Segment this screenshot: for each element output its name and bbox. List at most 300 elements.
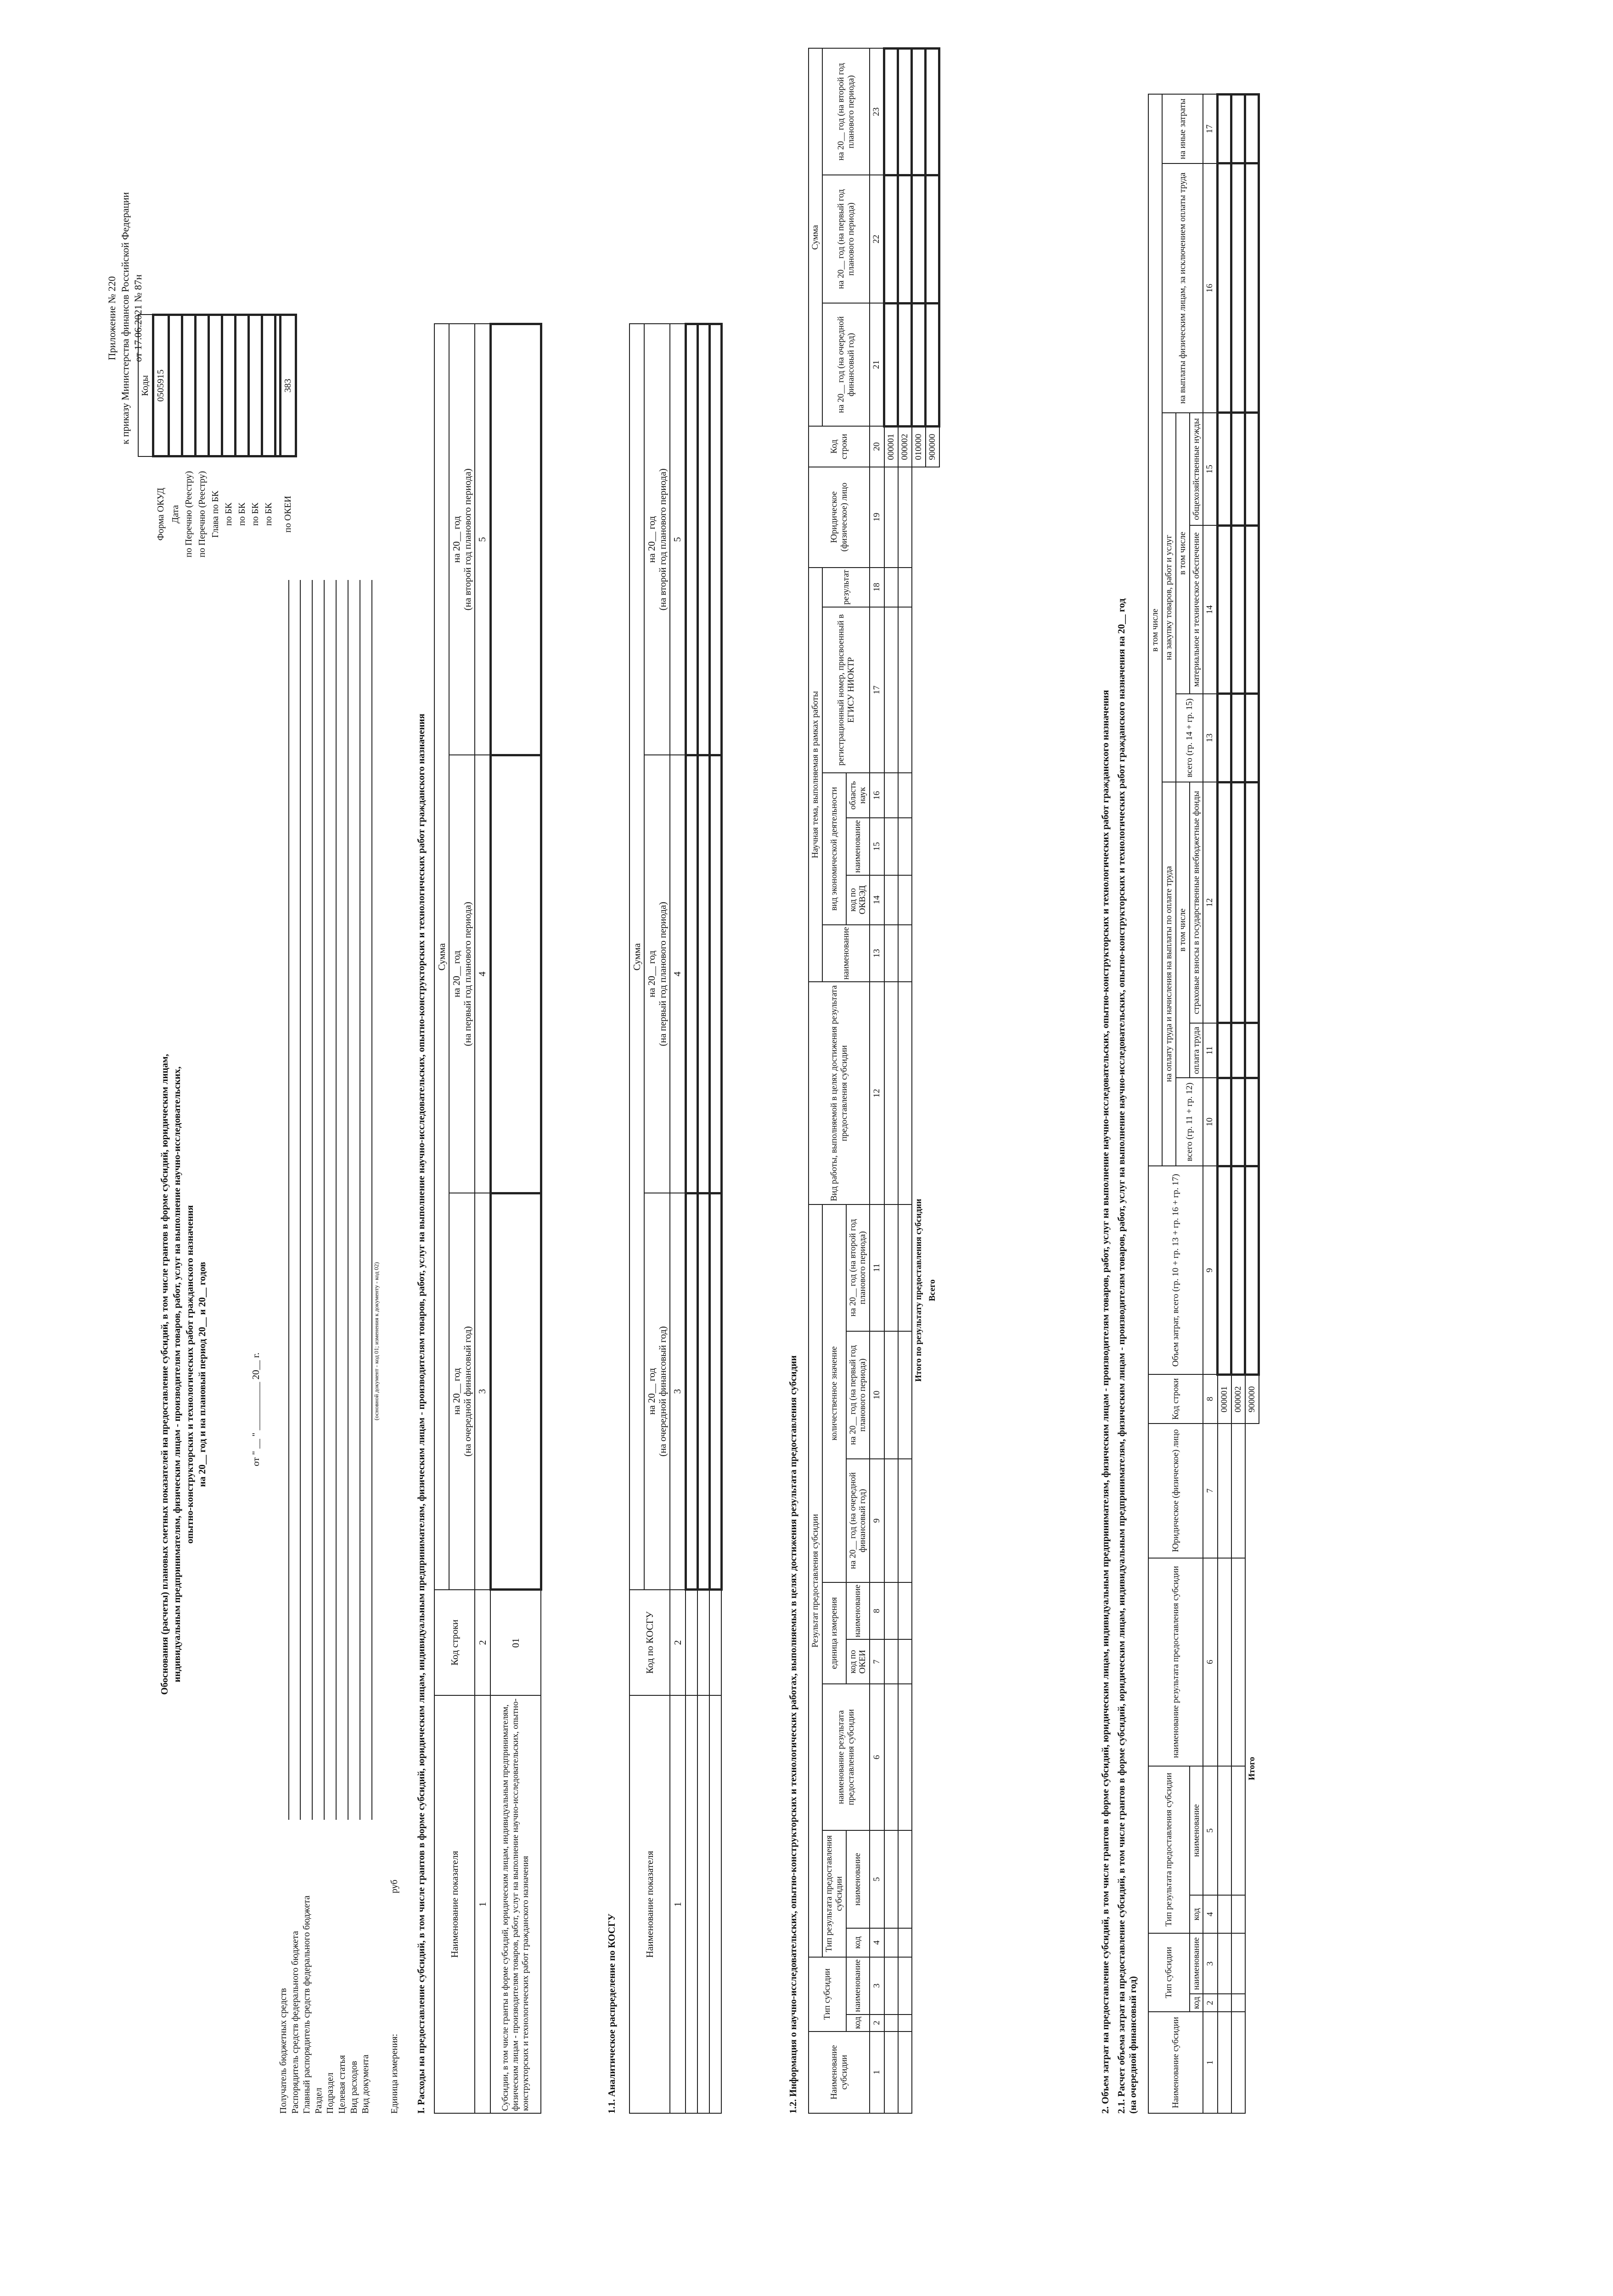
table-cell[interactable] <box>1231 782 1245 1023</box>
col-header: Наименование субсидии <box>809 2032 870 2113</box>
col-num: 12 <box>1203 782 1217 1023</box>
table-cell[interactable] <box>884 1331 898 1459</box>
doc-type-note: (основной документ - код 01; изменения к документу - код 02) <box>373 1262 380 1420</box>
code-value: 0505915 <box>153 315 169 457</box>
table-cell[interactable] <box>884 467 898 568</box>
col-header: наименование <box>1190 1766 1203 1895</box>
appendix-line-2: к приказу Министерства финансов Российской Федерации <box>119 192 131 445</box>
col-header: наименование <box>846 1957 870 2015</box>
col-header: страховые взносы в государственные внебюджетные фонды <box>1190 782 1203 1023</box>
table-cell[interactable] <box>912 49 926 175</box>
col-num: 16 <box>870 773 884 818</box>
table-cell[interactable] <box>1231 1558 1245 1766</box>
table-cell[interactable] <box>697 1695 709 2113</box>
date-line: от " __ " __________ 20__ г. <box>250 1352 261 1466</box>
col-num: 8 <box>1203 1374 1217 1423</box>
table-cell[interactable] <box>898 2032 912 2113</box>
table-cell[interactable] <box>926 49 939 175</box>
table-cell[interactable] <box>1231 95 1245 163</box>
col-num: 6 <box>1203 1558 1217 1766</box>
col-num: 17 <box>1203 95 1217 163</box>
col-header: код <box>1190 1994 1203 2012</box>
total-label: Всего <box>927 1279 937 1301</box>
table-cell: 01 <box>490 1590 541 1695</box>
col-header: количественное значение <box>822 1204 846 1582</box>
fill-line <box>324 580 325 1820</box>
col-num: 3 <box>1203 1933 1217 1994</box>
table-cell[interactable] <box>1218 1078 1231 1166</box>
table-cell[interactable] <box>884 1684 898 1830</box>
table-cell[interactable] <box>898 1582 912 1640</box>
code-value <box>209 315 222 457</box>
table-cell[interactable] <box>490 324 541 755</box>
col-header: код <box>846 1928 870 1957</box>
table-cell[interactable] <box>1231 1895 1245 1933</box>
section2-title: 2. Объем затрат на предоставление субсидий, в том числе грантов в форме субсидий, юридическим лицам, индивидуальным предпринимателям, физическим лицам - производителям товаров, работ, услуг на выполнение научно-исследовательских, опытно-конструкторских и технологических работ гражданского назначения <box>1100 690 1111 2114</box>
col-header: Наименование показателя <box>434 1695 475 2113</box>
table-cell[interactable] <box>490 1193 541 1590</box>
table-cell[interactable] <box>898 925 912 982</box>
row-code: 000002 <box>1231 1374 1245 1423</box>
table-cell[interactable] <box>1218 525 1231 693</box>
col-header: Объем затрат, всего (гр. 10 + гр. 13 + гр. 16 + гр. 17) <box>1148 1166 1203 1374</box>
code-label: по ОКЕИ <box>283 495 293 533</box>
code-label <box>275 456 281 571</box>
table-cell[interactable] <box>926 175 939 303</box>
col-header: Тип субсидии <box>809 1957 846 2032</box>
col-header: на 20__ год (на первый год планового периода) <box>822 175 870 303</box>
table-cell[interactable] <box>912 175 926 303</box>
table-cell[interactable] <box>1218 1994 1231 2012</box>
fill-line <box>336 580 337 1820</box>
table-cell[interactable] <box>898 1830 912 1928</box>
col-header: наименование результата предоставления субсидии <box>1148 1558 1203 1766</box>
col-num: 9 <box>1203 1166 1217 1374</box>
col-header: Юридическое (физическое) лицо <box>809 467 870 568</box>
table-cell[interactable] <box>1218 1933 1231 1994</box>
table-cell[interactable] <box>697 324 709 755</box>
table-cell[interactable] <box>884 175 898 303</box>
table-cell[interactable] <box>884 2032 898 2113</box>
col-header: Сумма <box>629 324 644 1590</box>
col-num: 18 <box>870 568 884 607</box>
col-num: 1 <box>670 1695 686 2113</box>
table-cell[interactable] <box>1245 1023 1259 1078</box>
col-header: на выплаты физическим лицам, за исключением оплаты труда <box>1162 163 1203 413</box>
table-cell[interactable] <box>709 755 721 1193</box>
col-header: код по ОКЕИ <box>846 1640 870 1684</box>
table-cell[interactable] <box>1231 1166 1245 1374</box>
col-header: всего (гр. 14 + гр. 15) <box>1176 694 1203 782</box>
col-num: 8 <box>870 1582 884 1640</box>
table-cell[interactable] <box>1231 1994 1245 2012</box>
total-result-label: Итого по результату предоставления субсидии <box>912 467 926 2113</box>
table-cell[interactable] <box>884 875 898 925</box>
col-header: в том числе <box>1176 413 1190 694</box>
table-cell: Субсидии, в том числе гранты в форме субсидий, юридическим лицам, индивидуальным предпринимателям, физическим лицам - производителям товаров, работ, услуг на выполнение научно-исследовательских, опытно-конструкторских и технологических работ гражданского назначения <box>490 1695 541 2113</box>
col-num: 2 <box>475 1590 490 1695</box>
row-code: 900000 <box>1245 1374 1259 1423</box>
col-header: Результат предоставления субсидии <box>809 1204 822 1957</box>
code-value <box>236 315 249 457</box>
code-value: 383 <box>281 315 296 457</box>
year-sub: (на первый год планового периода) <box>657 901 669 1047</box>
year-label: на 20__ год <box>451 1368 462 1415</box>
appendix-line-3: от 17.06.2021 № 87н <box>132 274 144 362</box>
code-value <box>169 315 182 457</box>
col-header-year <box>449 1193 475 1590</box>
table-cell[interactable] <box>898 875 912 925</box>
col-num: 10 <box>870 1331 884 1459</box>
col-header: наименование результата предоставления субсидии <box>822 1684 870 1830</box>
col-header: Код строки <box>434 1590 475 1695</box>
table-cell[interactable] <box>898 1957 912 2015</box>
table-cell[interactable] <box>884 773 898 818</box>
table-cell[interactable] <box>1231 2012 1245 2113</box>
col-header: Научная тема, выполняемая в рамках работы <box>809 568 822 982</box>
units-label: Единица измерения: <box>389 2034 399 2114</box>
table-cell[interactable] <box>884 303 898 426</box>
year-label: на 20__ год <box>451 516 462 563</box>
title-line-4: на 20__ год и на плановый период 20__ и 20__ годов <box>196 1261 208 1487</box>
code-label: по БК <box>236 502 247 526</box>
table-cell[interactable] <box>1231 1023 1245 1078</box>
appendix-line-1: Приложение № 220 <box>106 276 118 360</box>
title-line-1: Обоснования (расчеты) плановых сметных показателей на предоставление субсидий, в том числе грантов в форме субсидий, юридическим лицам, <box>159 1054 170 1695</box>
table-cell[interactable] <box>1218 1166 1231 1374</box>
section2-subtitle-line-2: (на очередной финансовый год) <box>1127 1976 1138 2114</box>
col-num: 4 <box>670 755 686 1193</box>
table-cell[interactable] <box>1231 413 1245 525</box>
col-header: на 20__ год (на очередной финансовый год) <box>822 303 870 426</box>
row-code: 010000 <box>912 426 926 467</box>
code-value <box>196 315 209 457</box>
table-cell[interactable] <box>1231 1424 1245 1558</box>
table-cell[interactable] <box>697 755 709 1193</box>
table-cell[interactable] <box>1218 1424 1231 1558</box>
title-line-2: индивидуальным предпринимателям, физическим лицам - производителям товаров, работ, услуг на выполнение научно-исследовательских, <box>171 1066 183 1683</box>
table-cell[interactable] <box>1245 163 1259 413</box>
table-cell[interactable] <box>1245 1166 1259 1374</box>
table-cell[interactable] <box>884 818 898 875</box>
table-cell[interactable] <box>709 1695 721 2113</box>
col-num: 4 <box>1203 1895 1217 1933</box>
code-label: по БК <box>250 502 260 526</box>
code-value <box>275 315 281 457</box>
header-labels <box>278 1746 372 2114</box>
col-num: 11 <box>1203 1023 1217 1078</box>
table-cell[interactable] <box>1218 163 1231 413</box>
col-num: 2 <box>870 2015 884 2032</box>
table-cell[interactable] <box>1218 2012 1231 2113</box>
col-header: код по ОКВЭД <box>846 875 870 925</box>
units-value: руб <box>389 1880 399 1893</box>
table-cell[interactable] <box>884 1957 898 2015</box>
col-num: 7 <box>870 1640 884 1684</box>
col-num: 5 <box>870 1830 884 1928</box>
table-cell[interactable] <box>898 467 912 568</box>
section11-title: 1.1. Аналитическое распределение по КОСГУ <box>606 1913 617 2114</box>
header-label-target-article: Целевая статья <box>337 2055 347 2114</box>
table-cell[interactable] <box>884 1582 898 1640</box>
col-num: 20 <box>870 426 884 467</box>
row-code: 000001 <box>884 426 898 467</box>
col-num: 3 <box>870 1957 884 2015</box>
table-cell[interactable] <box>1218 1895 1231 1933</box>
col-header: Наименование субсидии <box>1148 2012 1203 2113</box>
col-header: на иные затраты <box>1162 95 1203 163</box>
year-sub: (на очередной финансовый год) <box>657 1326 669 1457</box>
table-cell[interactable] <box>686 1590 697 1695</box>
col-num: 9 <box>870 1459 884 1582</box>
table-cell[interactable] <box>898 303 912 426</box>
year-sub: (на очередной финансовый год) <box>462 1326 473 1457</box>
col-header-year <box>644 755 670 1193</box>
col-num: 13 <box>1203 694 1217 782</box>
table-cell[interactable] <box>926 303 939 426</box>
table-cell[interactable] <box>884 1459 898 1582</box>
code-label: Форма ОКУД <box>156 488 166 541</box>
table-cell[interactable] <box>1218 95 1231 163</box>
table-cell[interactable] <box>1231 694 1245 782</box>
fill-line <box>312 580 313 1820</box>
year-label: на 20__ год <box>646 516 658 563</box>
col-header: Юридическое (физическое) лицо <box>1148 1424 1203 1558</box>
table-cell[interactable] <box>1218 1558 1231 1766</box>
col-header: единица измерения <box>822 1582 846 1684</box>
fill-line <box>288 580 289 1820</box>
header-label-subsection: Подраздел <box>325 2072 336 2114</box>
col-header: результат <box>822 568 870 607</box>
table-cell[interactable] <box>1231 1078 1245 1166</box>
table-cell[interactable] <box>898 1928 912 1957</box>
col-header: общехозяйственные нужды <box>1190 413 1203 525</box>
col-header-year <box>644 1193 670 1590</box>
col-header: Сумма <box>434 324 449 1590</box>
code-value <box>262 315 275 457</box>
col-num: 14 <box>870 875 884 925</box>
col-header: Код по КОСГУ <box>629 1590 670 1695</box>
section2-subtitle <box>1116 47 1139 2114</box>
table-cell[interactable] <box>1218 782 1231 1023</box>
table-cell[interactable] <box>884 49 898 175</box>
col-header: наименование <box>1190 1933 1203 1994</box>
col-header: наименование <box>846 1582 870 1640</box>
col-header: в том числе <box>1176 782 1190 1078</box>
table-cell[interactable] <box>898 1204 912 1331</box>
col-header: на 20__ год (на очередной финансовый год) <box>846 1459 870 1582</box>
table-cell[interactable] <box>1245 413 1259 525</box>
section12-table <box>808 47 940 2114</box>
section1-table <box>434 323 542 2114</box>
table-cell[interactable] <box>1231 163 1245 413</box>
col-num: 1 <box>475 1695 490 2113</box>
col-header-year <box>449 755 475 1193</box>
table-cell[interactable] <box>697 1193 709 1590</box>
table-cell[interactable] <box>884 925 898 982</box>
col-num: 17 <box>870 607 884 773</box>
col-header: на оплату труда и начисления на выплаты по оплате труда <box>1162 782 1176 1166</box>
col-num: 22 <box>870 175 884 303</box>
table-cell[interactable] <box>884 1830 898 1928</box>
fill-line <box>371 580 372 1820</box>
table-cell[interactable] <box>686 1193 697 1590</box>
col-num: 15 <box>1203 413 1217 525</box>
row-code: 000001 <box>1218 1374 1231 1423</box>
header-label-main-manager: Главный распорядитель средств федерального бюджета <box>302 1896 312 2114</box>
col-num: 5 <box>1203 1766 1217 1895</box>
table-cell[interactable] <box>686 755 697 1193</box>
table-cell[interactable] <box>884 1204 898 1331</box>
header-label-section: Раздел <box>313 2088 324 2114</box>
section12-title: 1.2. Информация о научно-исследовательских, опытно-конструкторских и технологических работах, выполняемых в целях достижения результата предоставления субсидии <box>787 1355 798 2114</box>
header-label-doc-type: Вид документа <box>360 2054 371 2114</box>
codes-header: Коды <box>138 315 153 457</box>
col-header: Тип результата предоставления субсидии <box>822 1830 846 1957</box>
col-num: 5 <box>670 324 686 755</box>
table-cell[interactable] <box>898 818 912 875</box>
table-cell[interactable] <box>1245 95 1259 163</box>
code-value <box>249 315 262 457</box>
col-header: наименование <box>846 818 870 875</box>
col-header: на закупку товаров, работ и услуг <box>1162 413 1176 782</box>
table-cell[interactable] <box>898 175 912 303</box>
code-label: по Перечню (Реестру) <box>197 471 207 557</box>
col-header: код <box>1190 1895 1203 1933</box>
table-cell[interactable] <box>1245 1078 1259 1166</box>
col-header: на 20__ год (на первый год планового периода) <box>846 1331 870 1459</box>
col-header: на 20__ год (на второй год планового периода) <box>822 49 870 175</box>
table-cell[interactable] <box>709 1193 721 1590</box>
table-cell[interactable] <box>884 982 898 1204</box>
col-num: 1 <box>1203 2012 1217 2113</box>
col-num: 12 <box>870 982 884 1204</box>
codes-table <box>138 314 297 571</box>
col-num: 2 <box>670 1590 686 1695</box>
table-cell[interactable] <box>686 324 697 755</box>
table-cell[interactable] <box>898 1640 912 1684</box>
document-title <box>158 800 208 1948</box>
table-cell[interactable] <box>898 49 912 175</box>
col-header: на 20__ год (на второй год планового периода) <box>846 1204 870 1331</box>
col-header: наименование <box>846 1830 870 1928</box>
header-label-expense-type: Вид расходов <box>348 2061 359 2114</box>
col-num: 2 <box>1203 1994 1217 2012</box>
col-header: оплата труда <box>1190 1023 1203 1078</box>
code-label: по Перечню (Реестру) <box>183 471 194 557</box>
table-cell[interactable] <box>1218 413 1231 525</box>
col-header: код <box>846 2015 870 2032</box>
col-header: регистрационный номер, присвоенный в ЕГИСУ НИОКТР <box>822 607 870 773</box>
year-sub: (на второй год планового периода) <box>657 468 669 611</box>
year-label: на 20__ год <box>451 951 462 997</box>
table-cell[interactable] <box>884 2015 898 2032</box>
table-cell[interactable] <box>697 1590 709 1695</box>
table-cell[interactable] <box>490 755 541 1193</box>
col-header: Сумма <box>809 49 822 427</box>
code-label: Дата <box>170 505 180 523</box>
col-header: Тип субсидии <box>1148 1933 1190 2012</box>
table-cell[interactable] <box>709 324 721 755</box>
table-cell[interactable] <box>884 1640 898 1684</box>
code-label: Глава по БК <box>210 490 220 538</box>
table-cell[interactable] <box>898 2015 912 2032</box>
section11-table <box>629 323 723 2114</box>
col-header: Вид работы, выполняемой в целях достижения результата предоставления субсидии <box>809 982 870 1204</box>
table-cell[interactable] <box>898 773 912 818</box>
table-cell[interactable] <box>1231 525 1245 693</box>
year-label: на 20__ год <box>646 951 658 997</box>
section2-subtitle-line: 2.1. Расчет объема затрат на предоставление субсидий, в том числе грантов в форме субсидий, юридическим лицам, индивидуальным предпринимателям, физическим лицам - производителям товаров, работ, услуг на выполнение научно-исследовательских, опытно-конструкторских и технологических работ гражданского назначения на 20__ год <box>1116 598 1127 2114</box>
col-num: 16 <box>1203 163 1217 413</box>
table-cell[interactable] <box>884 607 898 773</box>
col-num: 19 <box>870 467 884 568</box>
fill-line <box>300 580 301 1820</box>
table-cell[interactable] <box>1218 1766 1231 1895</box>
row-code: 900000 <box>926 426 939 467</box>
code-value <box>222 315 236 457</box>
col-num: 7 <box>1203 1424 1217 1558</box>
table-cell[interactable] <box>898 607 912 773</box>
table-cell[interactable] <box>1245 782 1259 1023</box>
col-num: 3 <box>670 1193 686 1590</box>
code-label: по БК <box>263 502 274 526</box>
col-num: 10 <box>1203 1078 1217 1166</box>
col-num: 4 <box>475 755 490 1193</box>
col-header: материальное и техническое обеспечение <box>1190 525 1203 693</box>
table-cell[interactable] <box>884 1928 898 1957</box>
table-cell[interactable] <box>1218 694 1231 782</box>
col-header: всего (гр. 11 + гр. 12) <box>1176 1078 1203 1166</box>
table-cell[interactable] <box>1231 1933 1245 1994</box>
table-cell[interactable] <box>709 1590 721 1695</box>
col-num: 6 <box>870 1684 884 1830</box>
table-cell[interactable] <box>1218 1023 1231 1078</box>
code-value <box>182 315 196 457</box>
year-sub: (на первый год планового периода) <box>462 901 473 1047</box>
col-header-year <box>644 324 670 755</box>
col-num: 4 <box>870 1928 884 1957</box>
col-header: в том числе <box>1148 95 1162 1166</box>
col-header: Наименование показателя <box>629 1695 670 2113</box>
table-cell[interactable] <box>1231 1766 1245 1895</box>
table-cell[interactable] <box>898 982 912 1204</box>
row-code: 000002 <box>898 426 912 467</box>
table-cell[interactable] <box>1245 694 1259 782</box>
table-cell[interactable] <box>898 1459 912 1582</box>
col-header: вид экономической деятельности <box>822 773 846 924</box>
table-cell[interactable] <box>912 303 926 426</box>
table-cell[interactable] <box>898 1331 912 1459</box>
col-num: 23 <box>870 49 884 175</box>
col-num: 11 <box>870 1204 884 1331</box>
section1-title: I. Расходы на предоставление субсидий, в том числе грантов в форме субсидий, юридическим лицам, индивидуальным предпринимателям, физическим лицам - производителям товаров, работ, услуг на выполнение научно-исследовательских, опытно-конструкторских и технологических работ гражданского назначения <box>416 714 427 2114</box>
col-header: Код строки <box>1148 1374 1203 1423</box>
title-line-3: опытно-конструкторских и технологических работ гражданского назначения <box>184 1205 195 1544</box>
col-num: 3 <box>475 1193 490 1590</box>
col-header: Код строки <box>809 426 870 467</box>
col-header: наименование <box>822 925 870 982</box>
col-num: 14 <box>1203 525 1217 693</box>
table-cell[interactable] <box>898 568 912 607</box>
year-sub: (на второй год планового периода) <box>462 468 473 611</box>
table-cell[interactable] <box>1245 525 1259 693</box>
table-cell[interactable] <box>898 1684 912 1830</box>
col-num: 5 <box>475 324 490 755</box>
total-label: Итого <box>1247 1756 1257 1780</box>
table-cell[interactable] <box>686 1695 697 2113</box>
table-cell[interactable] <box>884 568 898 607</box>
